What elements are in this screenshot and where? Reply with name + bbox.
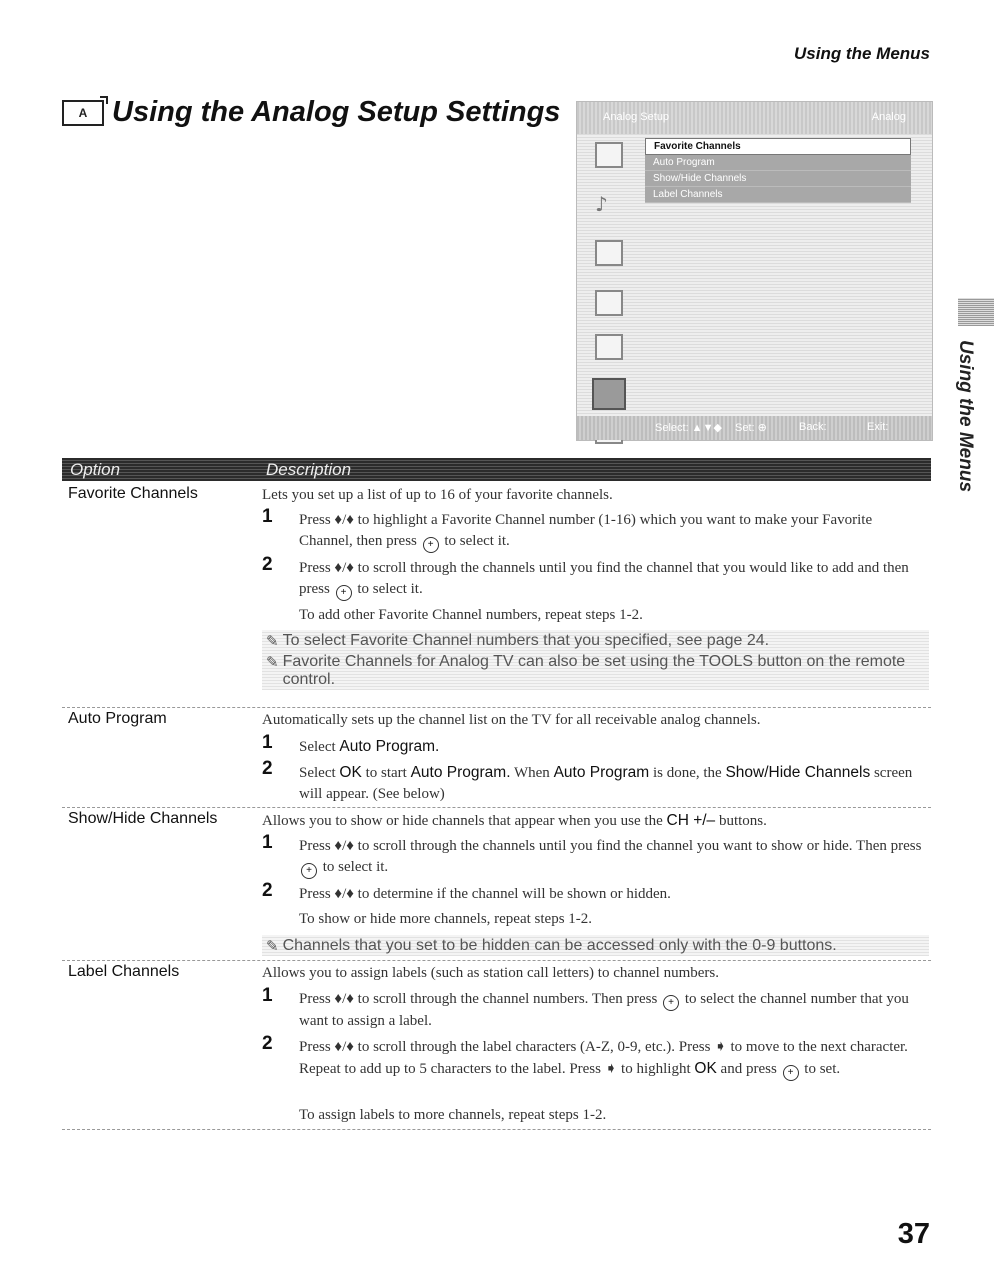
parental-lock-icon — [595, 334, 623, 360]
enter-button-icon: + — [301, 863, 317, 879]
note-text: Channels that you set to be hidden can be accessed only with the 0-9 buttons. — [282, 937, 837, 954]
step-followup: To add other Favorite Channel numbers, repeat steps 1-2. — [299, 607, 643, 623]
step-text: Select OK to start Auto Program. When Auto Program is done, the Show/Hide Channels screen will appear. (See below) — [299, 764, 913, 802]
note-box — [262, 935, 929, 956]
step-text: Press ♦/♦ to scroll through the label characters (A-Z, 0-9, etc.). Press ➧ to move to the next character. Repeat to add up to 5 characters to the label. Press ➧ to highlight OK and press + to set. — [299, 1037, 929, 1081]
option-show-hide-channels: Show/Hide Channels — [68, 810, 218, 827]
step-text: Press ♦/♦ to determine if the channel will be shown or hidden. — [299, 886, 671, 902]
tv-footer-back: Back: — [799, 421, 827, 433]
tv-menu-header — [577, 102, 932, 134]
tv-menu-item: Label Channels — [645, 187, 911, 203]
description-intro: Allows you to assign labels (such as station call letters) to channel numbers. — [262, 965, 719, 981]
picture-icon — [595, 142, 623, 168]
tv-footer-set: Set: ⊕ — [735, 422, 767, 434]
tv-menu-list — [645, 138, 911, 203]
step-text: Press ♦/♦ to highlight a Favorite Channel number (1-16) which you want to make your Favorite Channel, then press + to select it. — [299, 510, 929, 553]
step-number: 2 — [262, 880, 273, 901]
row-divider — [62, 707, 931, 708]
tv-menu-item: Auto Program — [645, 155, 911, 171]
tv-menu-input: Analog — [871, 111, 906, 123]
running-header: Using the Menus — [793, 44, 930, 63]
analog-setup-icon: A — [62, 100, 104, 126]
step-number: 1 — [262, 732, 273, 753]
tv-menu-sidebar — [577, 134, 635, 419]
side-tab-label: Using the Menus — [955, 340, 976, 493]
option-label-channels: Label Channels — [68, 963, 180, 980]
table-header — [62, 458, 931, 481]
note-icon: ✎ — [266, 654, 279, 671]
analog-setup-icon-selected — [592, 378, 626, 410]
row-divider — [62, 1129, 931, 1130]
enter-button-icon: + — [663, 995, 679, 1011]
column-header-description: Description — [266, 460, 352, 479]
section-tab-marker — [958, 298, 994, 326]
step-text: Select Auto Program. — [299, 738, 440, 755]
tv-menu-footer — [577, 416, 932, 440]
option-favorite-channels: Favorite Channels — [68, 485, 198, 502]
tv-menu-screenshot — [576, 101, 933, 441]
step-text: Press ♦/♦ to scroll through the channels until you find the channel you want to show or hide. Then press + to select it. — [299, 836, 929, 879]
description-intro: Automatically sets up the channel list on the TV for all receivable analog channels. — [262, 712, 761, 728]
step-number: 1 — [262, 985, 273, 1006]
note-text: To select Favorite Channel numbers that you specified, see page 24. — [282, 632, 770, 649]
note-text: Favorite Channels for Analog TV can also be set using the TOOLS button on the remote control. — [282, 653, 906, 688]
step-followup: To show or hide more channels, repeat steps 1-2. — [299, 911, 593, 927]
option-auto-program: Auto Program — [68, 710, 167, 727]
note-box — [262, 630, 929, 690]
page-title-block — [62, 96, 560, 129]
description-intro: Lets you set up a list of up to 16 of your favorite channels. — [262, 487, 613, 503]
step-text: Press ♦/♦ to scroll through the channels until you find the channel that you would like to add and then press + to select it. — [299, 558, 929, 601]
step-followup: To assign labels to more channels, repeat steps 1-2. — [299, 1107, 607, 1123]
setup-icon — [595, 290, 623, 316]
step-text: Press ♦/♦ to scroll through the channel numbers. Then press + to select the channel number that you want to assign a label. — [299, 991, 909, 1029]
step-number: 2 — [262, 1033, 273, 1054]
note-icon: ✎ — [266, 938, 279, 955]
page-number: 37 — [897, 1218, 930, 1250]
enter-button-icon: + — [423, 537, 439, 553]
step-number: 1 — [262, 832, 273, 853]
page-title: Using the Analog Setup Settings — [112, 96, 561, 128]
tv-menu-item: Favorite Channels — [645, 138, 911, 155]
note-icon: ✎ — [266, 633, 279, 650]
step-number: 2 — [262, 554, 273, 575]
step-number: 1 — [262, 506, 273, 527]
tv-footer-select: Select: ▲▼◆ — [655, 422, 722, 434]
enter-button-icon: + — [783, 1065, 799, 1081]
column-header-option: Option — [70, 460, 121, 479]
screen-icon — [595, 240, 623, 266]
tv-menu-title: Analog Setup — [603, 111, 670, 123]
description-intro: Allows you to show or hide channels that appear when you use the CH +/– buttons. — [262, 812, 767, 829]
tv-footer-exit: Exit: — [867, 421, 889, 433]
row-divider — [62, 960, 931, 961]
row-divider — [62, 807, 931, 808]
sound-icon: ♪ — [595, 192, 608, 216]
step-number: 2 — [262, 758, 273, 779]
enter-button-icon: + — [336, 585, 352, 601]
tv-menu-item: Show/Hide Channels — [645, 171, 911, 187]
